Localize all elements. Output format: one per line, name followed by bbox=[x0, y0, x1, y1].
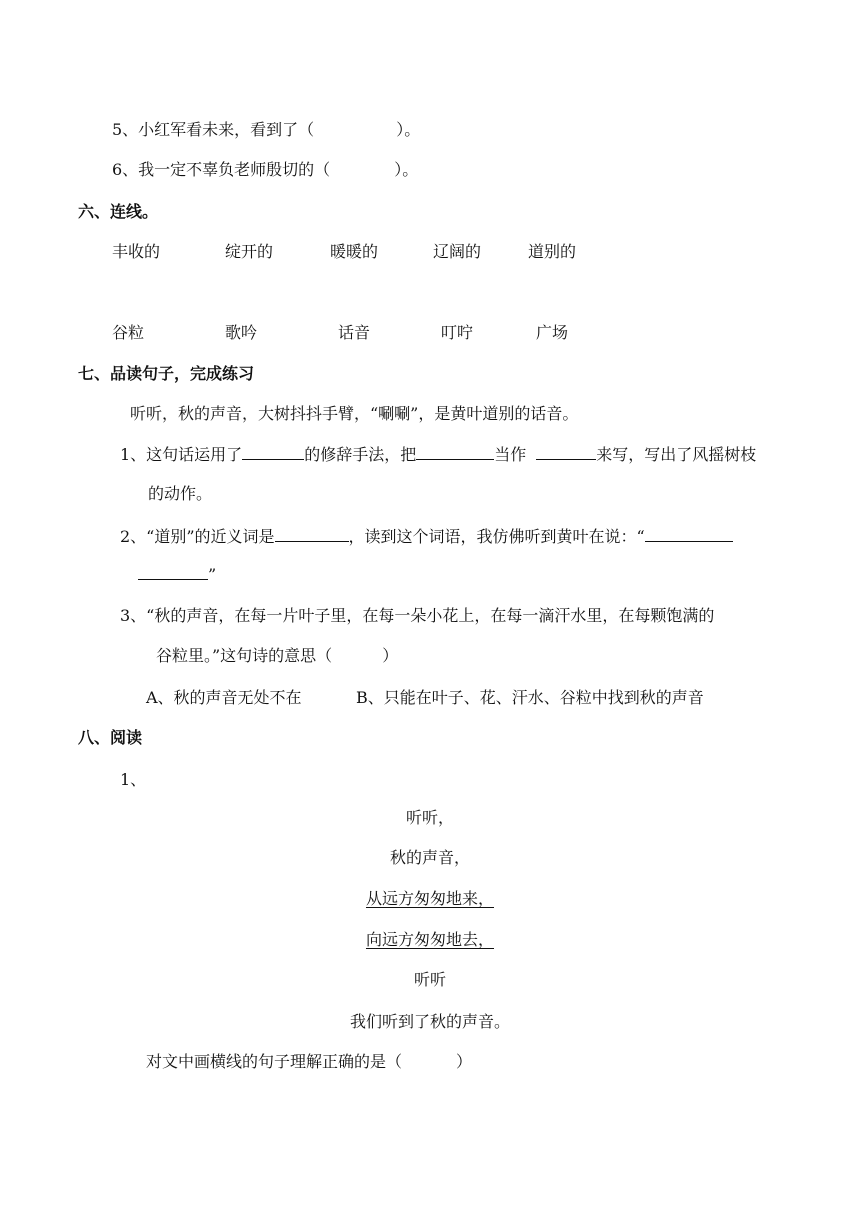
answer-blank[interactable] bbox=[536, 444, 596, 460]
section-8-question: 对文中画横线的句子理解正确的是（ ） bbox=[146, 1052, 473, 1071]
section-7-title: 七、品读句子，完成练习 bbox=[78, 364, 255, 383]
option-b: B、只能在叶子、花、汗水、谷粒中找到秋的声音 bbox=[356, 688, 704, 707]
poem-line-6: 我们听到了秋的声音。 bbox=[349, 1012, 510, 1031]
poem-line-5: 听听 bbox=[413, 970, 446, 989]
question-5: 5、小红军看未来，看到了（ ）。 bbox=[112, 120, 421, 139]
match-top-2: 绽开的 bbox=[225, 242, 274, 261]
poem-line-3-underlined: 从远方匆匆地来， bbox=[365, 889, 494, 908]
section-7-question-3-cont: 谷粒里。”这句诗的意思（ ） bbox=[156, 646, 399, 665]
match-bottom-3: 话音 bbox=[338, 323, 371, 342]
section-7-passage: 听听，秋的声音，大树抖抖手臂，“唰唰”，是黄叶道别的话音。 bbox=[130, 404, 579, 423]
section-7-question-2: 2、“道别”的近义词是 ，读到这个词语，我仿佛听到黄叶在说：“ bbox=[120, 526, 733, 547]
question-6: 6、我一定不辜负老师殷切的（ ）。 bbox=[112, 160, 419, 179]
section-7-question-1-cont: 的动作。 bbox=[148, 484, 213, 503]
section-8-item-number: 1、 bbox=[120, 770, 147, 789]
match-bottom-4: 叮咛 bbox=[441, 323, 474, 342]
match-top-1: 丰收的 bbox=[112, 242, 161, 261]
section-8-title: 八、阅读 bbox=[78, 728, 143, 747]
match-top-4: 辽阔的 bbox=[433, 242, 482, 261]
section-7-question-2-cont: ” bbox=[138, 564, 216, 585]
answer-blank[interactable] bbox=[645, 526, 733, 542]
poem-line-2: 秋的声音， bbox=[389, 848, 470, 867]
match-bottom-5: 广场 bbox=[536, 323, 569, 342]
answer-blank[interactable] bbox=[275, 526, 349, 542]
match-bottom-2: 歌吟 bbox=[225, 323, 258, 342]
answer-blank[interactable] bbox=[242, 444, 304, 460]
section-6-title: 六、连线。 bbox=[78, 202, 159, 221]
match-top-5: 道别的 bbox=[528, 242, 577, 261]
poem-line-1: 听听， bbox=[405, 808, 454, 827]
option-a: A、秋的声音无处不在 bbox=[146, 688, 302, 707]
section-7-question-3: 3、“秋的声音，在每一片叶子里，在每一朵小花上，在每一滴汗水里，在每颗饱满的 bbox=[120, 606, 715, 625]
match-top-3: 暖暖的 bbox=[330, 242, 379, 261]
poem-line-4-underlined: 向远方匆匆地去， bbox=[365, 930, 494, 949]
section-7-question-1: 1、这句话运用了 的修辞手法，把 当作 来写，写出了风摇树枝 bbox=[120, 445, 757, 464]
match-bottom-1: 谷粒 bbox=[112, 323, 145, 342]
answer-blank[interactable] bbox=[138, 564, 208, 580]
answer-blank[interactable] bbox=[416, 444, 494, 460]
